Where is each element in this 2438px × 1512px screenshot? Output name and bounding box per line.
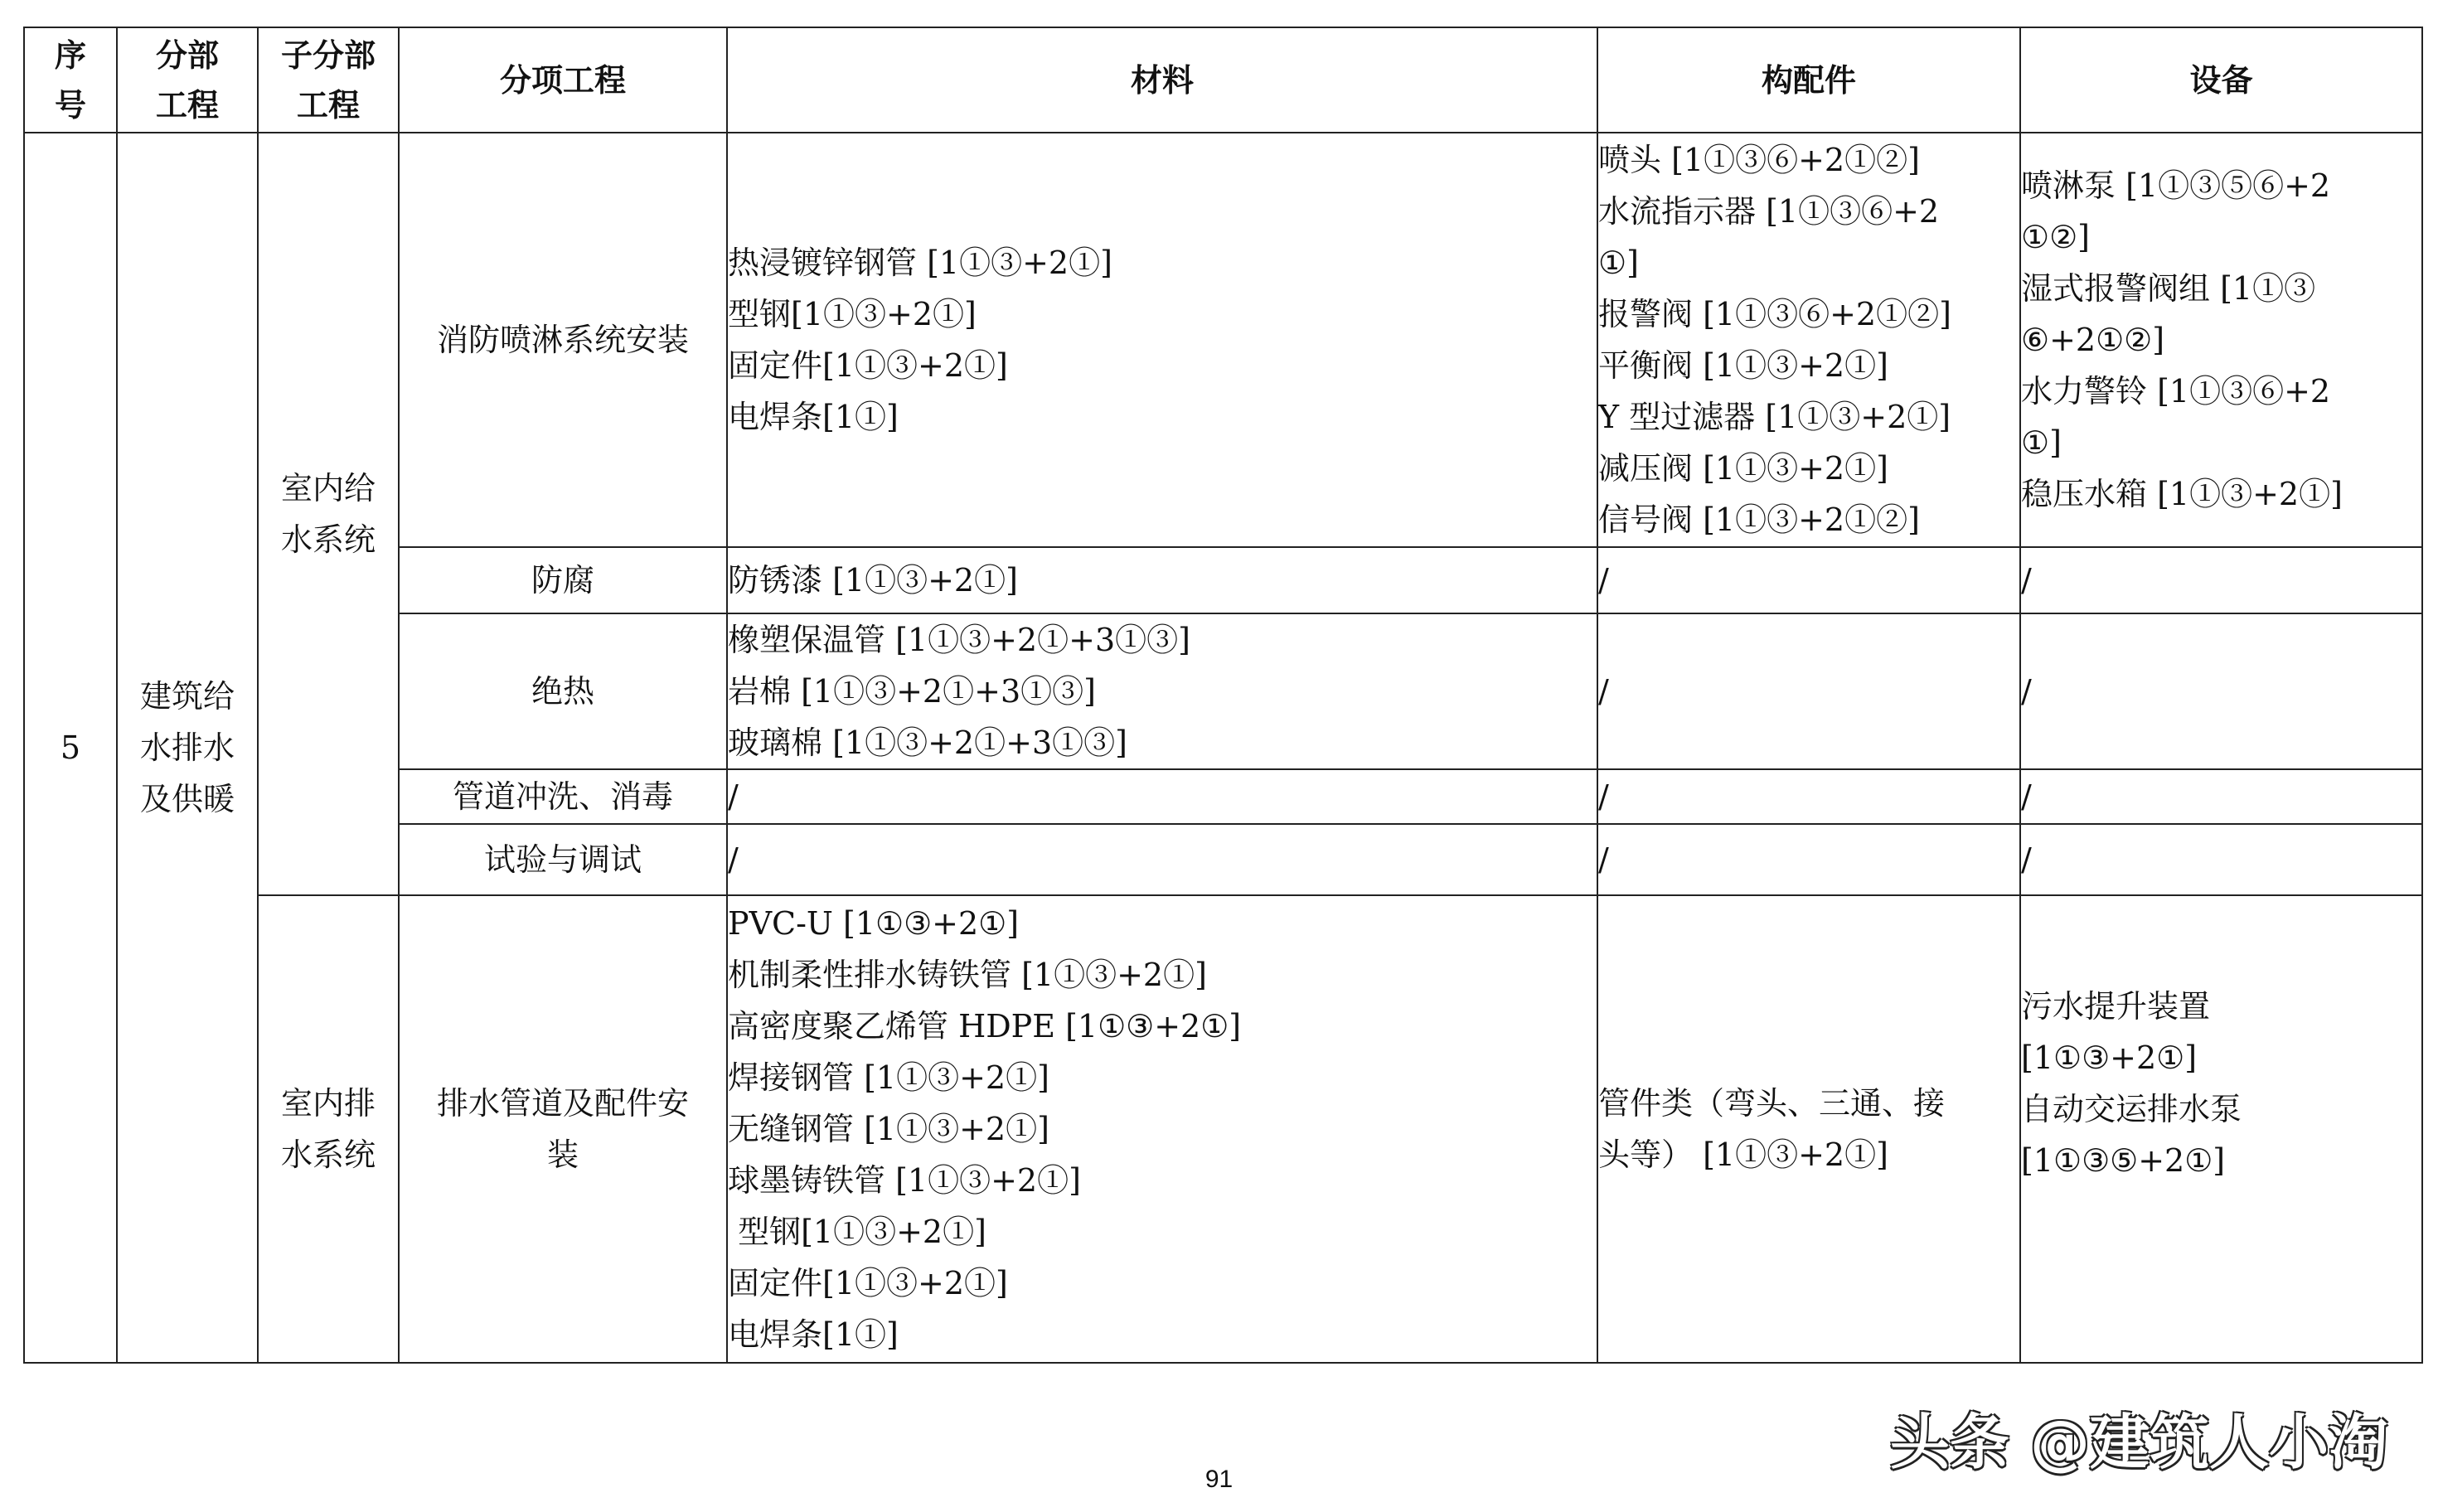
item-cell: 绝热: [399, 613, 727, 769]
equipment-cell: /: [2020, 824, 2422, 895]
materials-cell: /: [727, 769, 1597, 824]
header-materials: 材料: [727, 27, 1597, 133]
subdivision-cell-water-supply: 室内给 水系统: [258, 133, 399, 895]
equipment-cell: 喷淋泵 [1①③⑤⑥+2 ①②] 湿式报警阀组 [1①③ ⑥+2①②] 水力警铃 [1①③⑥+2 ①] 稳压水箱 [1①③+2①]: [2020, 133, 2422, 547]
materials-cell: 橡塑保温管 [1①③+2①+3①③] 岩棉 [1①③+2①+3①③] 玻璃棉 [1①③+2①+3①③]: [727, 613, 1597, 769]
equipment-cell: 污水提升装置 [1①③+2①] 自动交运排水泵 [1①③⑤+2①]: [2020, 895, 2422, 1363]
materials-cell: PVC-U [1①③+2①] 机制柔性排水铸铁管 [1①③+2①] 高密度聚乙烯管 HDPE [1①③+2①] 焊接钢管 [1①③+2①] 无缝钢管 [1①③+2①] 球墨铸铁管 [1①③+2①] 型钢[1①③+2①] 固定件[1①③+2①] 电焊条[1①]: [727, 895, 1597, 1363]
watermark-text: 头条 @建筑人小淘: [1889, 1408, 2388, 1477]
header-row: [24, 27, 2422, 133]
item-cell: 防腐: [399, 547, 727, 613]
item-cell: 消防喷淋系统安装: [399, 133, 727, 547]
table-row: [24, 895, 2422, 1363]
components-cell: 管件类（弯头、三通、接 头等） [1①③+2①]: [1597, 895, 2020, 1363]
equipment-cell: /: [2020, 769, 2422, 824]
header-seq: 序 号: [24, 27, 117, 133]
equipment-cell: /: [2020, 613, 2422, 769]
materials-cell: 热浸镀锌钢管 [1①③+2①] 型钢[1①③+2①] 固定件[1①③+2①] 电焊条[1①]: [727, 133, 1597, 547]
header-components: 构配件: [1597, 27, 2020, 133]
division-cell: 建筑给 水排水 及供暖: [117, 133, 258, 1363]
components-cell: /: [1597, 769, 2020, 824]
header-subdivision: 子分部 工程: [258, 27, 399, 133]
components-cell: 喷头 [1①③⑥+2①②] 水流指示器 [1①③⑥+2 ①] 报警阀 [1①③⑥+2①②] 平衡阀 [1①③+2①] Y 型过滤器 [1①③+2①] 减压阀 [1①③+2①] 信号阀 [1①③+2①②]: [1597, 133, 2020, 547]
item-cell: 试验与调试: [399, 824, 727, 895]
table-row: [24, 133, 2422, 547]
materials-cell: /: [727, 824, 1597, 895]
components-cell: /: [1597, 613, 2020, 769]
item-cell: 排水管道及配件安 装: [399, 895, 727, 1363]
header-item: 分项工程: [399, 27, 727, 133]
components-cell: /: [1597, 824, 2020, 895]
equipment-cell: /: [2020, 547, 2422, 613]
components-cell: /: [1597, 547, 2020, 613]
page-number: 91: [1204, 1466, 1234, 1493]
subdivision-cell-drainage: 室内排 水系统: [258, 895, 399, 1363]
header-equipment: 设备: [2020, 27, 2422, 133]
materials-cell: 防锈漆 [1①③+2①]: [727, 547, 1597, 613]
header-division: 分部 工程: [117, 27, 258, 133]
seq-cell: 5: [24, 133, 117, 1363]
item-cell: 管道冲洗、消毒: [399, 769, 727, 824]
spec-table: [23, 27, 2423, 1364]
